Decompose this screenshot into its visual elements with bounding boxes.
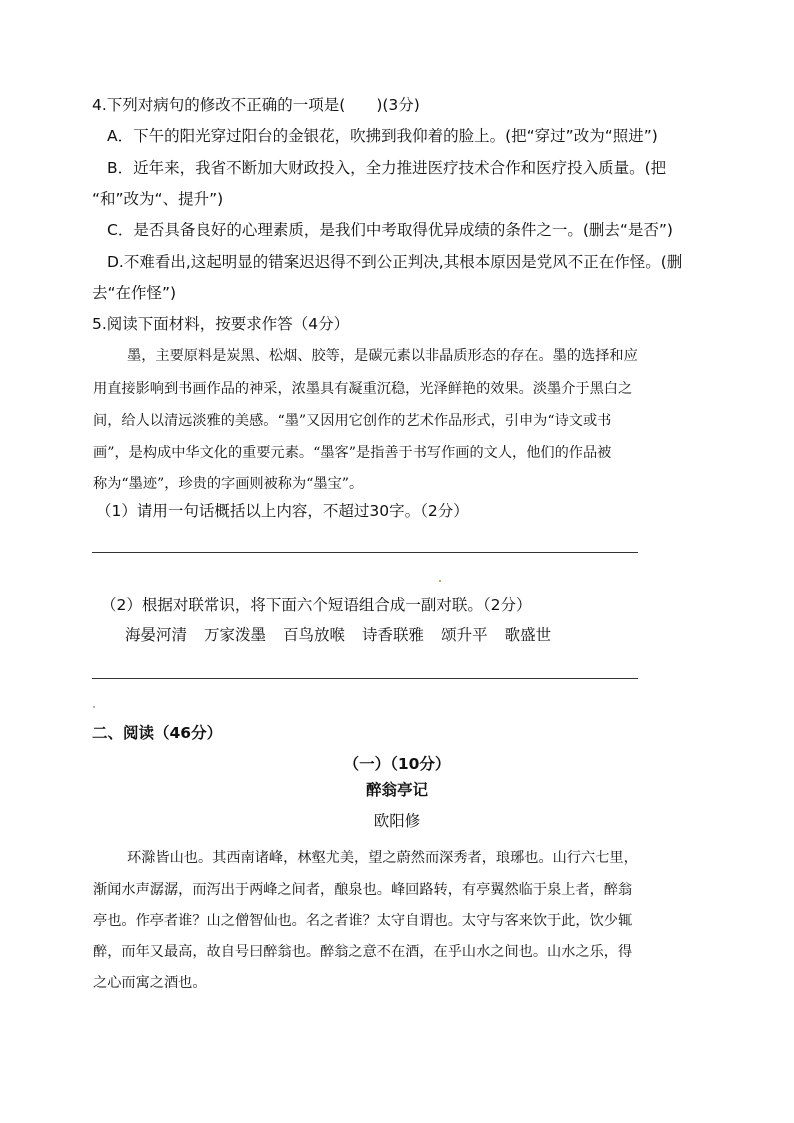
question-4-option-a: A．下午的阳光穿过阳台的金银花，吹拂到我仰着的脸上。(把“穿过”改为“照进”): [107, 127, 658, 145]
phrase-item: 海晏河清: [125, 626, 188, 644]
material-line: 用直接影响到书画作品的神采，浓墨具有凝重沉稳，光泽鲜艳的效果。淡墨介于黑白之: [93, 381, 633, 397]
passage-title: 醉翁亭记: [365, 781, 428, 799]
answer-line-1[interactable]: [92, 552, 638, 553]
question-5-stem: 5.阅读下面材料，按要求作答（4分）: [92, 315, 350, 333]
question-4-option-b: B．近年来，我省不断加大财政投入，全力推进医疗技术合作和医疗投入质量。(把: [107, 159, 667, 177]
material-line: 间，给人以清远淡雅的美感。“墨”又因用它创作的艺术作品形式，引申为“诗文或书: [93, 413, 612, 429]
question-4-option-c: C．是否具备良好的心理素质，是我们中考取得优异成绩的条件之一。(删去“是否”): [107, 221, 673, 239]
answer-line-2[interactable]: [92, 678, 638, 679]
phrase-item: 歌盛世: [504, 626, 552, 644]
stray-dot: [93, 706, 95, 708]
passage-line: 环滁皆山也。其西南诸峰，林壑尤美，望之蔚然而深秀者，琅琊也。山行六七里，: [127, 850, 638, 866]
question-5-sub1: （1）请用一句话概括以上内容，不超过30字。（2分）: [96, 502, 469, 520]
phrase-item: 诗香联雅: [362, 626, 425, 644]
stray-dot: [439, 580, 441, 582]
couplet-phrases: [125, 624, 568, 646]
question-4-stem: 4.下列对病句的修改不正确的一项是( )(3分): [92, 96, 420, 114]
passage-line: 渐闻水声潺潺，而泻出于两峰之间者，酿泉也。峰回路转，有亭翼然临于泉上者，醉翁: [93, 882, 633, 898]
material-line: 画”，是构成中华文化的重要元素。“墨客”是指善于书写作画的文人，他们的作品被: [93, 445, 612, 461]
passage-line: 醉，而年又最高，故自号曰醉翁也。醉翁之意不在酒，在乎山水之间也。山水之乐，得: [93, 944, 633, 960]
passage-line: 亭也。作亭者谁？山之僧智仙也。名之者谁？太守自谓也。太守与客来饮于此，饮少辄: [93, 913, 633, 929]
question-5-sub2: （2）根据对联常识，将下面六个短语组合成一副对联。（2分）: [101, 596, 532, 614]
question-4-option-b-cont: “和”改为“、提升”): [92, 190, 224, 208]
part-label: （一）（10分）: [343, 755, 451, 773]
question-4-option-d-cont: 去“在作怪”): [92, 284, 177, 302]
passage-author: 欧阳修: [373, 812, 421, 830]
phrase-item: 万家泼墨: [204, 626, 267, 644]
phrase-item: 颂升平: [441, 626, 488, 644]
question-4-option-d: D.不难看出,这起明显的错案迟迟得不到公正判决,其根本原因是党风不正在作怪。(删: [107, 253, 683, 271]
material-line: 墨，主要原料是炭黑、松烟、胶等，是碳元素以非晶质形态的存在。墨的选择和应: [127, 348, 638, 364]
passage-line: 之心而寓之酒也。: [93, 975, 207, 991]
phrase-item: 百鸟放喉: [283, 626, 346, 644]
material-line: 称为“墨迹”，珍贵的字画则被称为“墨宝”。: [93, 476, 364, 492]
section-heading: 二、阅读（46分）: [92, 724, 223, 742]
